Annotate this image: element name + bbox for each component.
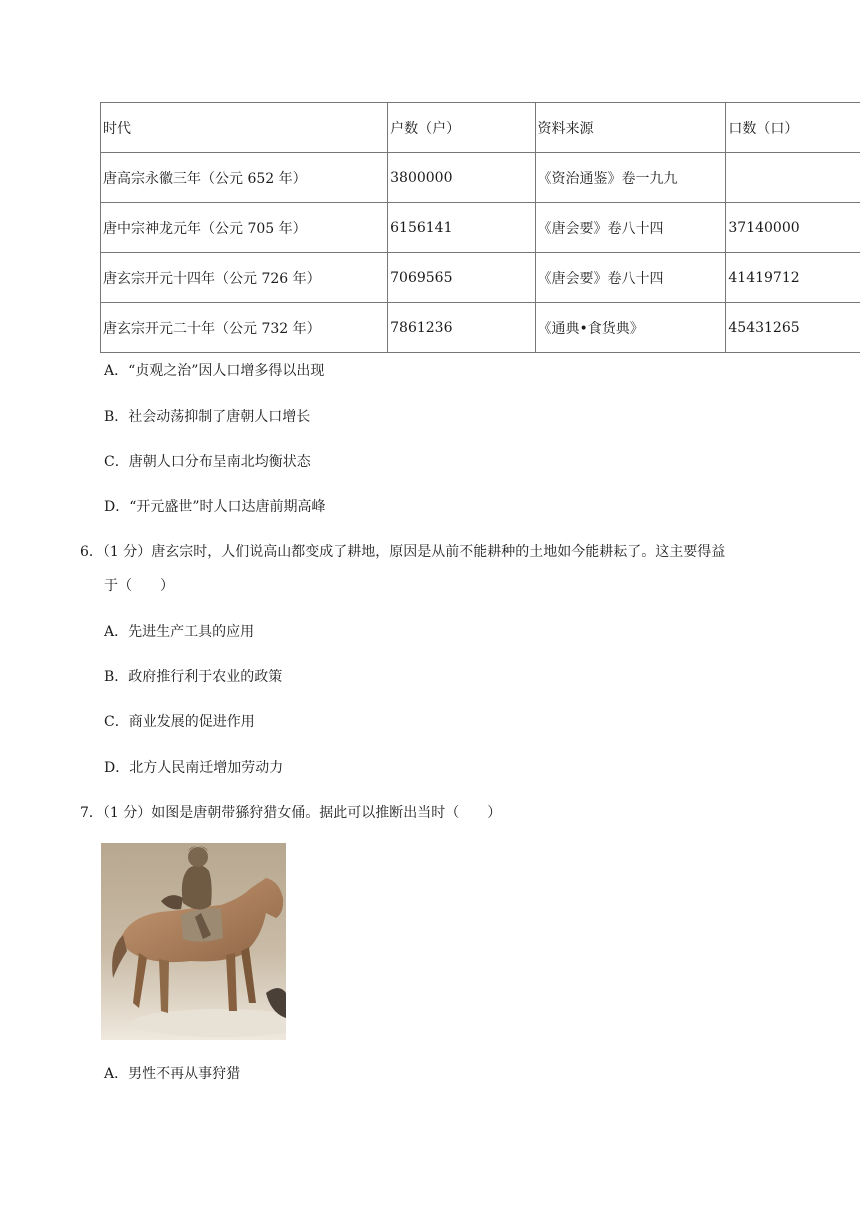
table-cell: 《通典•食货典》 xyxy=(535,303,726,353)
q5-option-d[interactable]: D．“开元盛世”时人口达唐前期高峰 xyxy=(104,499,326,515)
q6-stem-line2: 于（ ） xyxy=(104,578,174,594)
table-cell: 41419712 xyxy=(726,253,860,303)
table-cell: 《唐会要》卷八十四 xyxy=(535,253,726,303)
table-cell: 6156141 xyxy=(388,203,535,253)
table-cell: 7861236 xyxy=(388,303,535,353)
q5-option-b[interactable]: B．社会动荡抑制了唐朝人口增长 xyxy=(104,409,311,425)
table-cell: 唐玄宗开元二十年（公元 732 年） xyxy=(101,303,388,353)
table-cell: 唐中宗神龙元年（公元 705 年） xyxy=(101,203,388,253)
q5-option-c[interactable]: C．唐朝人口分布呈南北均衡状态 xyxy=(104,454,311,470)
tang-female-figurine-photo xyxy=(101,843,286,1040)
table-cell: 《资治通鉴》卷一九九 xyxy=(535,153,726,203)
table-row xyxy=(101,153,860,203)
header-cell-source: 资料来源 xyxy=(535,103,726,153)
header-cell-population: 口数（口） xyxy=(726,103,860,153)
table-cell: 唐玄宗开元十四年（公元 726 年） xyxy=(101,253,388,303)
table-cell: 37140000 xyxy=(726,203,860,253)
table-cell: 《唐会要》卷八十四 xyxy=(535,203,726,253)
q6-option-d[interactable]: D．北方人民南迁增加劳动力 xyxy=(104,760,284,776)
table-cell: 7069565 xyxy=(388,253,535,303)
header-cell-households: 户数（户） xyxy=(388,103,535,153)
header-cell-era: 时代 xyxy=(101,103,388,153)
table-row xyxy=(101,203,860,253)
q6-option-c[interactable]: C．商业发展的促进作用 xyxy=(104,714,255,730)
table-cell: 3800000 xyxy=(388,153,535,203)
table-header-row xyxy=(101,103,860,153)
population-table xyxy=(100,102,860,353)
table-row xyxy=(101,253,860,303)
q6-option-b[interactable]: B．政府推行利于农业的政策 xyxy=(104,669,283,685)
q6-option-a[interactable]: A．先进生产工具的应用 xyxy=(104,624,255,640)
q7-stem: 7．（1 分）如图是唐朝带猻狩猎女俑。据此可以推断出当时（ ） xyxy=(80,805,502,821)
q7-option-a[interactable]: A．男性不再从事狩猎 xyxy=(104,1066,241,1082)
table-row xyxy=(101,303,860,353)
table-cell: 唐高宗永徽三年（公元 652 年） xyxy=(101,153,388,203)
q6-stem-line1: 6．（1 分）唐玄宗时，人们说高山都变成了耕地，原因是从前不能耕种的土地如今能耕耘了。这主要得益 xyxy=(80,544,726,560)
q5-option-a[interactable]: A．“贞观之治”因人口增多得以出现 xyxy=(104,363,325,379)
table-cell: 45431265 xyxy=(726,303,860,353)
table-cell xyxy=(726,153,860,203)
